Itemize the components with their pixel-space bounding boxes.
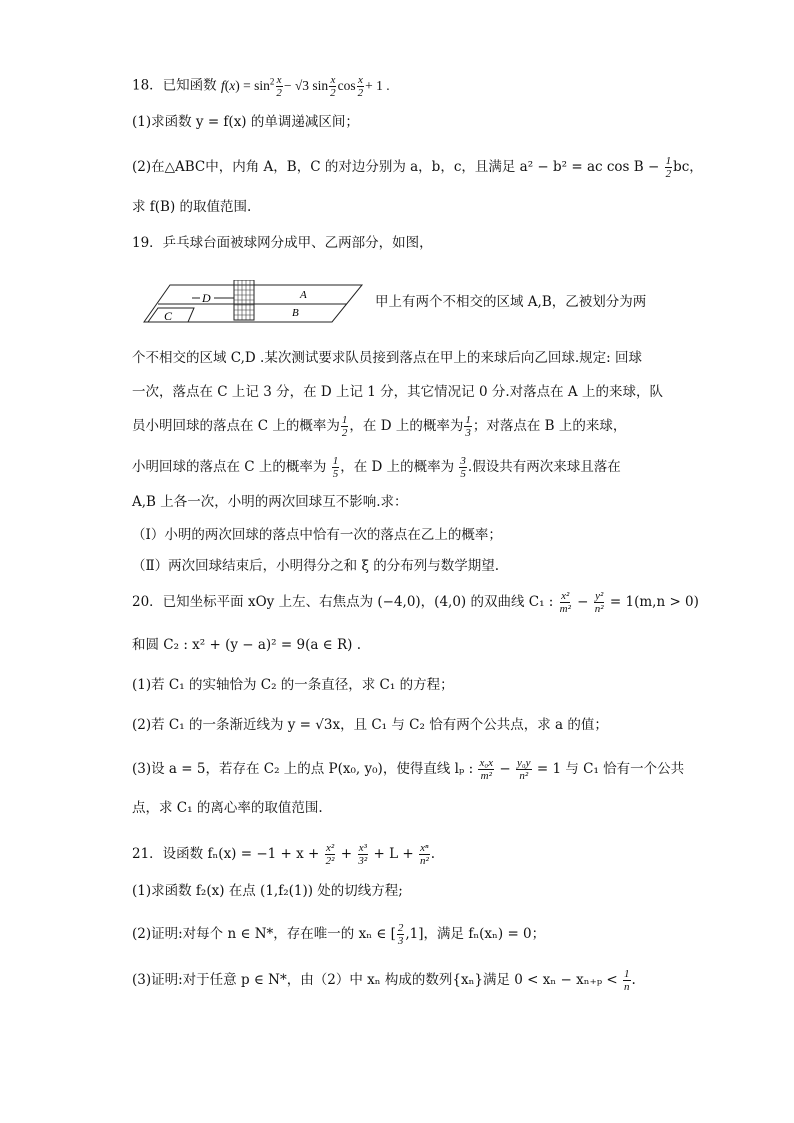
q19-figure-caption: 甲上有两个不相交的区域 A,B，乙被划分为两 bbox=[375, 294, 647, 310]
q19-line3-a: 员小明回球的落点在 C 上的概率为 bbox=[132, 418, 340, 434]
q19-head: 19．乒乓球台面被球网分成甲、乙两部分，如图， bbox=[132, 235, 433, 251]
q20-part1: (1)若 C₁ 的实轴恰为 C₂ 的一条直径，求 C₁ 的方程； bbox=[132, 677, 454, 693]
q18-part2 bbox=[132, 155, 703, 180]
q18-part2-text: (2)在△ABC中，内角 A，B，C 的对边分别为 a，b，c，且满足 a² − b² = ac cos B − bbox=[132, 159, 664, 175]
q19-line3-c: ；对落点在 B 上的来球， bbox=[472, 418, 627, 434]
q21-end: . bbox=[430, 846, 436, 862]
q21-part2 bbox=[132, 922, 545, 947]
q21-ellipsis: + L + bbox=[369, 846, 418, 862]
q19-line4-a: 小明回球的落点在 C 上的概率为 bbox=[132, 459, 331, 475]
prob-d-a: $\frac{1}{3}$ bbox=[465, 414, 471, 439]
q20-part3-a: (3)设 a = 5，若存在 C₂ 上的点 P(x₀, y₀)，使得直线 lₚ : bbox=[132, 761, 478, 777]
q21-part1: (1)求函数 f₂(x) 在点 (1,f₂(1)) 处的切线方程; bbox=[132, 883, 403, 899]
q20-part3-cont: 点，求 C₁ 的离心率的取值范围. bbox=[132, 800, 323, 816]
q20-circle: 和圆 C₂ : x² + (y − a)² = 9(a ∈ R) . bbox=[132, 637, 361, 653]
q20-part3: (3)设 a = 5，若存在 C₂ 上的点 P(x₀, y₀)，使得直线 lₚ : $\frac{\text{x₀x}}{\text{m²}}$ − $\frac{\text{y₀y}}{\text{n²}}$ = 1 与 C₁ 恰有一个公共 bbox=[132, 757, 685, 782]
label-a: A bbox=[300, 289, 307, 301]
label-c: C bbox=[164, 309, 173, 323]
line-x-term: $\frac{\text{x₀x}}{\text{m²}}$ bbox=[479, 757, 494, 782]
hyperbola-x-term: $\frac{\text{x²}}{\text{m²}}$ bbox=[559, 590, 571, 615]
q20-stem-a: 20．已知坐标平面 xOy 上左、右焦点为 (−4,0)，(4,0) 的双曲线 C₁ : bbox=[132, 594, 558, 610]
q20-stem-b: = 1(m,n > 0) bbox=[605, 594, 699, 610]
bound-one-over-n: $\frac{1}{n}$ bbox=[624, 968, 630, 993]
q19-line4-b: ，在 D 上的概率为 bbox=[340, 459, 459, 475]
q19-line3 bbox=[132, 414, 626, 439]
q19-line4 bbox=[132, 455, 621, 480]
q21-part2-a: (2)证明:对每个 n ∈ N*，存在唯一的 xₙ ∈ [ bbox=[132, 926, 396, 942]
term-x2: $\frac{\text{x²}}{\text{2²}}$ bbox=[325, 842, 335, 867]
prob-c-b: $\frac{1}{5}$ bbox=[332, 455, 339, 480]
q21-stem bbox=[132, 842, 435, 867]
q19-line5: A,B 上各一次，小明的两次回球互不影响.求： bbox=[132, 494, 408, 510]
term-x3: $\frac{\text{x³}}{\text{3²}}$ bbox=[358, 842, 368, 867]
q18-part3: 求 f(B) 的取值范围. bbox=[132, 199, 252, 215]
q20-part3-b: = 1 与 C₁ 恰有一个公共 bbox=[532, 761, 685, 777]
q19-line4-c: .假设共有两次来球且落在 bbox=[467, 459, 621, 475]
q20-part2: (2)若 C₁ 的一条渐近线为 y = √3x，且 C₁ 与 C₂ 恰有两个公共点，求 a 的值； bbox=[132, 717, 608, 733]
q18-half-fraction: $\frac{1}{2}$ bbox=[665, 155, 672, 180]
q19-line2: 一次，落点在 C 上记 3 分，在 D 上记 1 分，其它情况记 0 分.对落点在 A 上的来球，队 bbox=[132, 384, 663, 400]
net-mesh bbox=[234, 280, 254, 320]
prob-c-a: $\frac{1}{2}$ bbox=[341, 414, 348, 439]
q19-line3-b: ，在 D 上的概率为 bbox=[349, 418, 464, 434]
q21-part3 bbox=[132, 968, 636, 993]
term-xn: $\frac{\text{xⁿ}}{\text{n²}}$ bbox=[419, 842, 429, 867]
line-y-term: $\frac{\text{y₀y}}{\text{n²}}$ bbox=[516, 757, 531, 782]
q18-head: 18．已知函数 bbox=[132, 77, 217, 94]
q18-formula: $f(x) = \sin^2$ $\frac{x}{2}$ − √3 sin $\frac{x}{2}$ cos $\frac{x}{2}$ + 1 . bbox=[220, 73, 390, 99]
q19-part2: （Ⅱ）两次回球结束后，小明得分之和 ξ 的分布列与数学期望. bbox=[132, 558, 499, 574]
q19-part1: （Ⅰ）小明的两次回球的落点中恰有一次的落点在乙上的概率； bbox=[132, 527, 502, 543]
prob-d-b: $\frac{3}{5}$ bbox=[460, 455, 466, 480]
q21-part2-b: ,1]，满足 fₙ(xₙ) = 0； bbox=[405, 926, 546, 942]
q21-stem-a: 21．设函数 fₙ(x) = −1 + x + bbox=[132, 846, 324, 862]
q21-part3-b: . bbox=[631, 972, 636, 988]
q18-part1: (1)求函数 y = f(x) 的单调递减区间； bbox=[132, 114, 359, 130]
hyperbola-y-term: $\frac{\text{y²}}{\text{n²}}$ bbox=[594, 590, 604, 615]
ping-pong-table-figure bbox=[142, 280, 367, 328]
q20-stem: 20．已知坐标平面 xOy 上左、右焦点为 (−4,0)，(4,0) 的双曲线 C₁ : $\frac{\text{x²}}{\text{m²}}$ − $\frac{\text{y²}}{\text{n²}}$ = 1(m,n > 0) bbox=[132, 590, 699, 615]
interval-two-thirds: $\frac{2}{3}$ bbox=[397, 922, 404, 947]
q19-line1: 个不相交的区域 C,D .某次测试要求队员接到落点在甲上的来球后向乙回球.规定: 回球 bbox=[132, 350, 642, 366]
label-d: D bbox=[202, 291, 211, 305]
q18-stem bbox=[132, 70, 390, 99]
q21-part3-a: (3)证明:对于任意 p ∈ N*，由（2）中 xₙ 构成的数列{xₙ}满足 0 < xₙ − xₙ₊ₚ < bbox=[132, 972, 622, 988]
label-b: B bbox=[292, 307, 299, 319]
q18-part2-end: bc， bbox=[673, 159, 703, 175]
q21-plus: + bbox=[336, 846, 357, 862]
